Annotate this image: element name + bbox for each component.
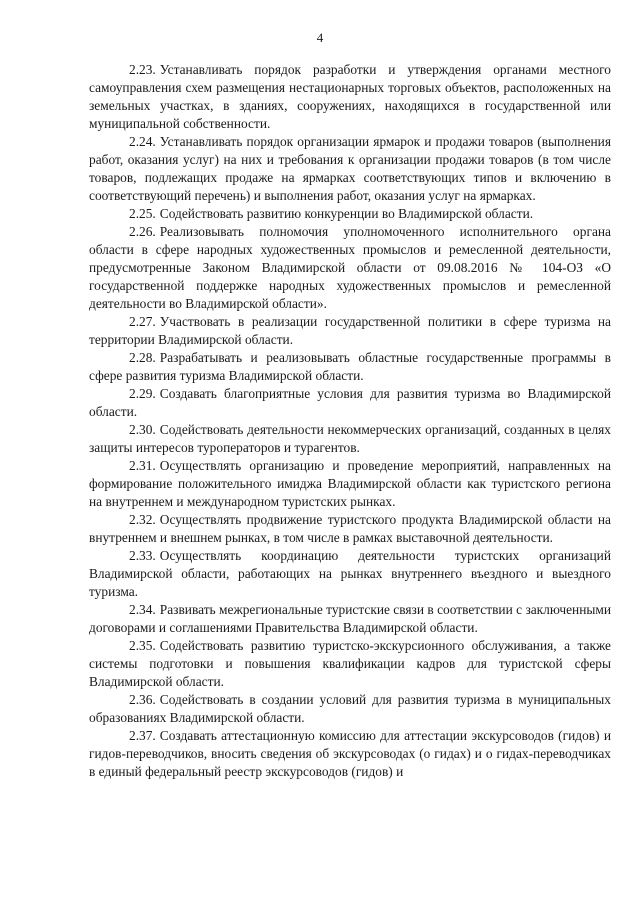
paragraph-2-31 xyxy=(89,457,611,511)
paragraph-number: 2.24. xyxy=(129,134,156,149)
paragraph-2-28 xyxy=(89,349,611,385)
paragraph-text: Реализовывать полномочия уполномоченного исполнительного органа области в сфере народных художественных промыслов и ремесленной деятельности, предусмотренные Законом Владимирской области от 09.08.2016 № 104-ОЗ «О государственной поддержке народных художественных промыслов и ремесленной деятельности во Владимирской области». xyxy=(89,224,611,311)
paragraph-2-27 xyxy=(89,313,611,349)
document-body xyxy=(89,61,611,781)
paragraph-2-25 xyxy=(89,205,611,223)
paragraph-text: Содействовать развитию туристско-экскурсионного обслуживания, а также системы подготовки и повышения квалификации кадров для туристской сферы Владимирской области. xyxy=(89,638,611,689)
paragraph-text: Участвовать в реализации государственной политики в сфере туризма на территории Владимирской области. xyxy=(89,314,611,347)
paragraph-2-36 xyxy=(89,691,611,727)
paragraph-number: 2.30. xyxy=(129,422,156,437)
paragraph-2-33 xyxy=(89,547,611,601)
paragraph-number: 2.29. xyxy=(129,386,156,401)
paragraph-2-24 xyxy=(89,133,611,205)
paragraph-text: Устанавливать порядок организации ярмарок и продажи товаров (выполнения работ, оказания услуг) на них и требования к организации продажи товаров (в том числе товаров, подлежащих продаже на ярмарках соответствующих типов и включению в соответствующий перечень) и выполнения работ, оказания услуг на ярмарках. xyxy=(89,134,611,203)
paragraph-text: Устанавливать порядок разработки и утверждения органами местного самоуправления схем размещения нестационарных торговых объектов, расположенных на земельных участках, в зданиях, сооружениях, находящихся в государственной или муниципальной собственности. xyxy=(89,62,611,131)
page-number: 4 xyxy=(316,30,324,45)
paragraph-text: Осуществлять организацию и проведение мероприятий, направленных на формирование положительного имиджа Владимирской области как туристского региона на внутреннем и международном туристских рынках. xyxy=(89,458,611,509)
paragraph-text: Содействовать развитию конкуренции во Владимирской области. xyxy=(159,206,534,221)
paragraph-2-23 xyxy=(89,61,611,133)
paragraph-text: Осуществлять продвижение туристского продукта Владимирской области на внутреннем и внешнем рынках, в том числе в рамках выставочной деятельности. xyxy=(89,512,611,545)
paragraph-number: 2.37. xyxy=(129,728,156,743)
paragraph-text: Разрабатывать и реализовывать областные государственные программы в сфере развития туризма Владимирской области. xyxy=(89,350,611,383)
paragraph-number: 2.36. xyxy=(129,692,156,707)
paragraph-2-30 xyxy=(89,421,611,457)
paragraph-number: 2.32. xyxy=(129,512,156,527)
paragraph-2-35 xyxy=(89,637,611,691)
paragraph-text: Развивать межрегиональные туристские связи в соответствии с заключенными договорами и соглашениями Правительства Владимирской области. xyxy=(89,602,611,635)
paragraph-number: 2.27. xyxy=(129,314,156,329)
paragraph-2-26 xyxy=(89,223,611,313)
paragraph-number: 2.26. xyxy=(129,224,156,239)
paragraph-number: 2.35. xyxy=(129,638,156,653)
paragraph-2-32 xyxy=(89,511,611,547)
paragraph-text: Содействовать в создании условий для развития туризма в муниципальных образованиях Владимирской области. xyxy=(89,692,611,725)
paragraph-2-29 xyxy=(89,385,611,421)
paragraph-text: Создавать аттестационную комиссию для аттестации экскурсоводов (гидов) и гидов-переводчиков, вносить сведения об экскурсоводах (о гидах) и о гидах-переводчиках в единый федеральный реестр экскурсоводов (гидов) и xyxy=(89,728,611,779)
paragraph-number: 2.23. xyxy=(129,62,156,77)
paragraph-number: 2.31. xyxy=(129,458,156,473)
paragraph-number: 2.28. xyxy=(129,350,156,365)
paragraph-text: Создавать благоприятные условия для развития туризма во Владимирской области. xyxy=(89,386,611,419)
paragraph-2-34 xyxy=(89,601,611,637)
paragraph-number: 2.25. xyxy=(129,206,156,221)
paragraph-number: 2.34. xyxy=(129,602,156,617)
paragraph-2-37 xyxy=(89,727,611,781)
paragraph-text: Содействовать деятельности некоммерческих организаций, созданных в целях защиты интересов туроператоров и турагентов. xyxy=(89,422,611,455)
paragraph-text: Осуществлять координацию деятельности туристских организаций Владимирской области, работающих на рынках внутреннего въездного и выездного туризма. xyxy=(89,548,611,599)
paragraph-number: 2.33. xyxy=(129,548,156,563)
